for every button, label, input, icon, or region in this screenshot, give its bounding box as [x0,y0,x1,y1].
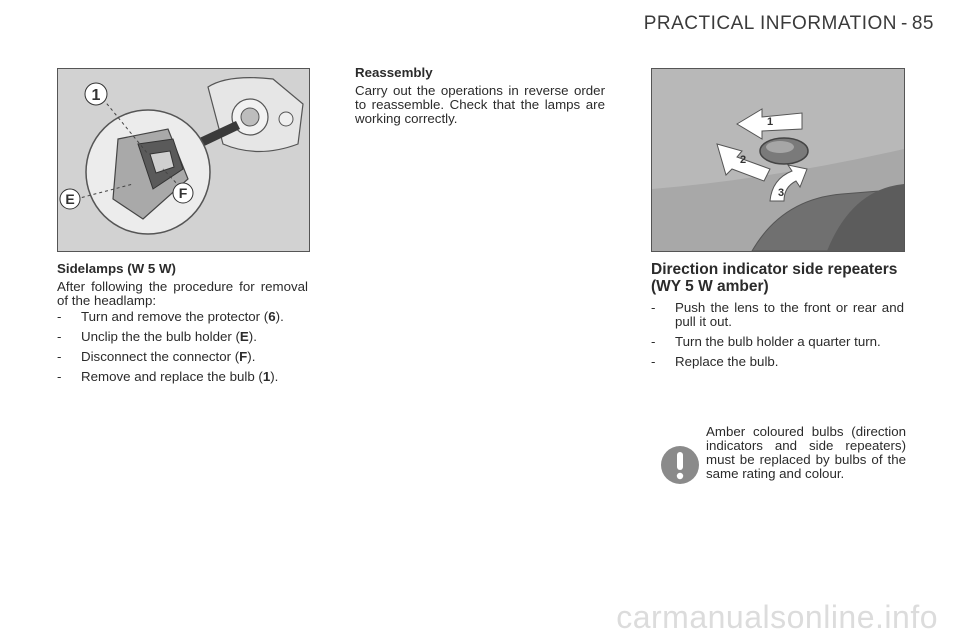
callout-E: E [65,191,75,207]
list-item: - Push the lens to the front or rear and pull it out. [651,300,904,329]
sidelamps-section [57,262,308,390]
callout-1: 1 [767,116,774,128]
callout-F: F [178,185,188,201]
callout-2: 2 [740,154,747,166]
page-number: 85 [911,13,934,34]
repeaters-steps [651,301,904,369]
reassembly-section [355,66,605,126]
list-item: - Replace the bulb. [651,354,779,369]
page-header [644,13,934,35]
sidelamp-figure [57,68,310,252]
reassembly-text: Carry out the operations in reverse order to reassemble. Check that the lamps are working correctly. [355,83,605,126]
repeater-illustration [652,69,904,251]
watermark: carmanualsonline.info [616,599,938,635]
section-title: PRACTICAL INFORMATION [643,13,898,34]
list-item: - Unclip the the bulb holder (E). [57,329,257,344]
exclamation-icon [660,445,700,485]
sidelamps-intro: After following the procedure for removal of the headlamp: [57,279,308,308]
list-item: - Turn the bulb holder a quarter turn. [651,334,881,349]
reassembly-title: Reassembly [355,65,433,80]
list-item: - Disconnect the connector (F). [57,349,256,364]
list-item: - Turn and remove the protector (6). [57,309,284,324]
list-item: - Remove and replace the bulb (1). [57,369,279,384]
sidelamps-title: Sidelamps (W 5 W) [57,261,176,276]
callout-1: 1 [91,87,101,104]
sidelamp-illustration [58,69,309,251]
repeaters-title: Direction indicator side repeaters (WY 5 W amber) [651,261,898,295]
repeaters-section [651,261,904,375]
warning-text: Amber coloured bulbs (direction indicators and side repeaters) must be replaced by bulbs of the same rating and colour. [706,424,906,481]
header-separator: - [901,13,908,34]
repeater-figure [651,68,905,252]
callout-3: 3 [778,187,785,199]
sidelamps-steps [57,310,308,384]
